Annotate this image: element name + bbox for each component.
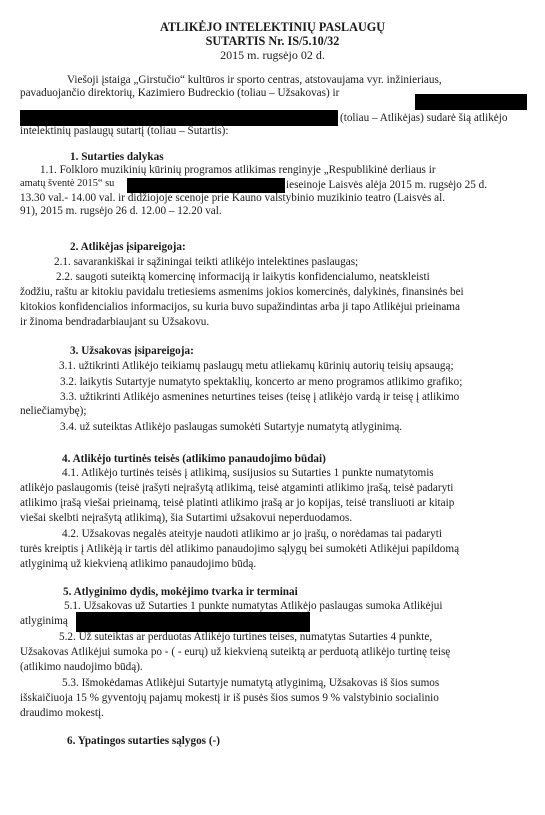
redaction-block <box>20 110 338 126</box>
clause-text: 3.4. už suteiktas Atlikėjo paslaugas sumokėti Sutartyje numatytą atlyginimą. <box>60 421 403 433</box>
clause-text: žodžiu, raštu ar kitokiu pavidalu tretiesiems asmenims jokios komercinės, dalykinės, finansinės bei <box>20 286 464 298</box>
clause-text: turės kreiptis į Atlikėją ir tartis dėl atlikimo panaudojimo sąlygų bei sumokėti Atlikėjui papildomą <box>20 543 460 555</box>
redaction-block <box>76 612 310 632</box>
clause-text: 2.2. saugoti suteiktą komercinę informaciją ir laikytis konfidencialumo, neatskleisti <box>56 271 430 283</box>
section-1-heading: 1. Sutarties dalykas <box>70 151 164 163</box>
clause-text: ir žinoma bendradarbiaujant su Užsakovu. <box>20 316 210 328</box>
clause-text: atlikėjo paslaugomis (teisė įrašyti neįrašytą atlikimą, teisė atgaminti atlikimo įrašą, teisė padaryti <box>20 482 454 494</box>
clause-text: išskaičiuoja 15 % gyventojų pajamų mokestį ir iš pusės šios sumos 9 % valstybinio socialinio <box>20 692 439 704</box>
clause-text: 4.2. Užsakovas negalės ateityje naudoti atlikimo ar jo įrašų, o norėdamas tai padaryti <box>62 528 442 540</box>
clause-text: 3.1. užtikrinti Atlikėjo teikiamų paslaugų metu atliekamų kūrinių autorių teisių apsaugą; <box>59 360 454 372</box>
clause-text: 91), 2015 m. rugsėjo 26 d. 12.00 – 12.20 val. <box>20 205 222 217</box>
clause-text: neliečiamybę); <box>20 405 87 417</box>
clause-text: 3.2. laikytis Sutartyje numatyto spektaklių, koncerto ar meno programos atlikimo grafiko; <box>60 376 463 388</box>
clause-text: (atlikimo naudojimo būdą). <box>20 661 143 673</box>
section-4-heading: 4. Atlikėjo turtinės teisės (atlikimo panaudojimo būdai) <box>62 453 326 465</box>
clause-text: 1.1. Folkloro muzikinių kūrinių programos atlikimas renginyje „Respublikinė derliaus ir <box>40 164 436 176</box>
contract-date: 2015 m. rugsėjo 02 d. <box>220 48 325 62</box>
intro-line: intelektinių paslaugų sutartį (toliau – Sutartis): <box>20 125 229 137</box>
section-5-heading: 5. Atlyginimo dydis, mokėjimo tvarka ir terminai <box>63 586 298 598</box>
redaction-block <box>415 94 527 110</box>
clause-text: 2.1. savarankiškai ir sąžiningai teikti atlikėjo intelektines paslaugas; <box>54 256 359 268</box>
section-6-heading: 6. Ypatingos sutarties sąlygos (-) <box>67 735 221 747</box>
clause-text: 13.30 val.- 14.00 val. ir didžiojoje scenoje prie Kauno valstybinio muzikinio teatro (Laisvės al. <box>20 192 446 204</box>
clause-text: 4.1. Atlikėjo turtinės teisės į atlikimą, susijusios su Sutarties 1 punkte numatytomis <box>62 467 434 479</box>
clause-text: atlyginimą už kiekvieną atlikimo panaudojimo būdą. <box>20 558 257 570</box>
clause-text: 5.1. Užsakovas už Sutarties 1 punkte numatytas Atlikėjo paslaugas sumoka Atlikėjui <box>64 600 443 612</box>
section-3-heading: 3. Užsakovas įsipareigoja: <box>70 345 194 357</box>
intro-line: pavaduojančio direktorių, Kazimiero Budreckio (toliau – Užsakovas) ir <box>20 87 340 99</box>
clause-text: 3.3. užtikrinti Atlikėjo asmenines neturtines teises (teisę į atlikėjo vardą ir teisę į atlikimo <box>60 391 460 403</box>
clause-text: draudimo mokestį. <box>20 707 104 719</box>
redaction-block <box>127 178 285 193</box>
intro-line: Viešoji įstaiga „Girstučio“ kultūros ir sporto centras, atstovaujama vyr. inžinieriaus, <box>67 74 442 86</box>
clause-text: kitokios konfidencialios informacijos, su kuria buvo supažindintas arba ji tapo Atlikėjui prieinama <box>20 301 460 313</box>
section-2-heading: 2. Atlikėjas įsipareigoja: <box>70 241 186 253</box>
clause-text: Užsakovas Atlikėjui sumoka po - ( - eurų) už kiekvieną suteiktą ar perduotą atlikėjo turtinę teisę <box>20 646 451 658</box>
contract-number: SUTARTIS Nr. IS/5.10/32 <box>205 34 340 48</box>
clause-text: 5.2. Už suteiktas ar perduotas Atlikėjo turtines teises, numatytas Sutarties 4 punkte, <box>59 631 433 643</box>
clause-text: ieseinoje Laisvės alėja 2015 m. rugsėjo 25 d. <box>286 179 488 191</box>
clause-text: atlikimo įrašą viešai prieinamą, teisė platinti atlikimo įrašą ar jo kopijas, teisė transliuoti ar kitaip <box>20 497 455 509</box>
clause-text: amatų šventė 2015“ su <box>20 178 115 189</box>
intro-line: (toliau – Atlikėjas) sudarė šią atlikėjo <box>340 112 508 124</box>
clause-text: viešai skelbti neįrašytą atlikimą), šia Sutartimi užsakovui neperduodamos. <box>20 512 353 524</box>
clause-text: 5.3. Išmokėdamas Atlikėjui Sutartyje numatytą atlyginimą, Užsakovas iš šios sumos <box>62 677 440 689</box>
document-title: ATLIKĖJO INTELEKTINIŲ PASLAUGŲ <box>159 20 386 34</box>
clause-text: atlyginimą <box>20 615 68 627</box>
